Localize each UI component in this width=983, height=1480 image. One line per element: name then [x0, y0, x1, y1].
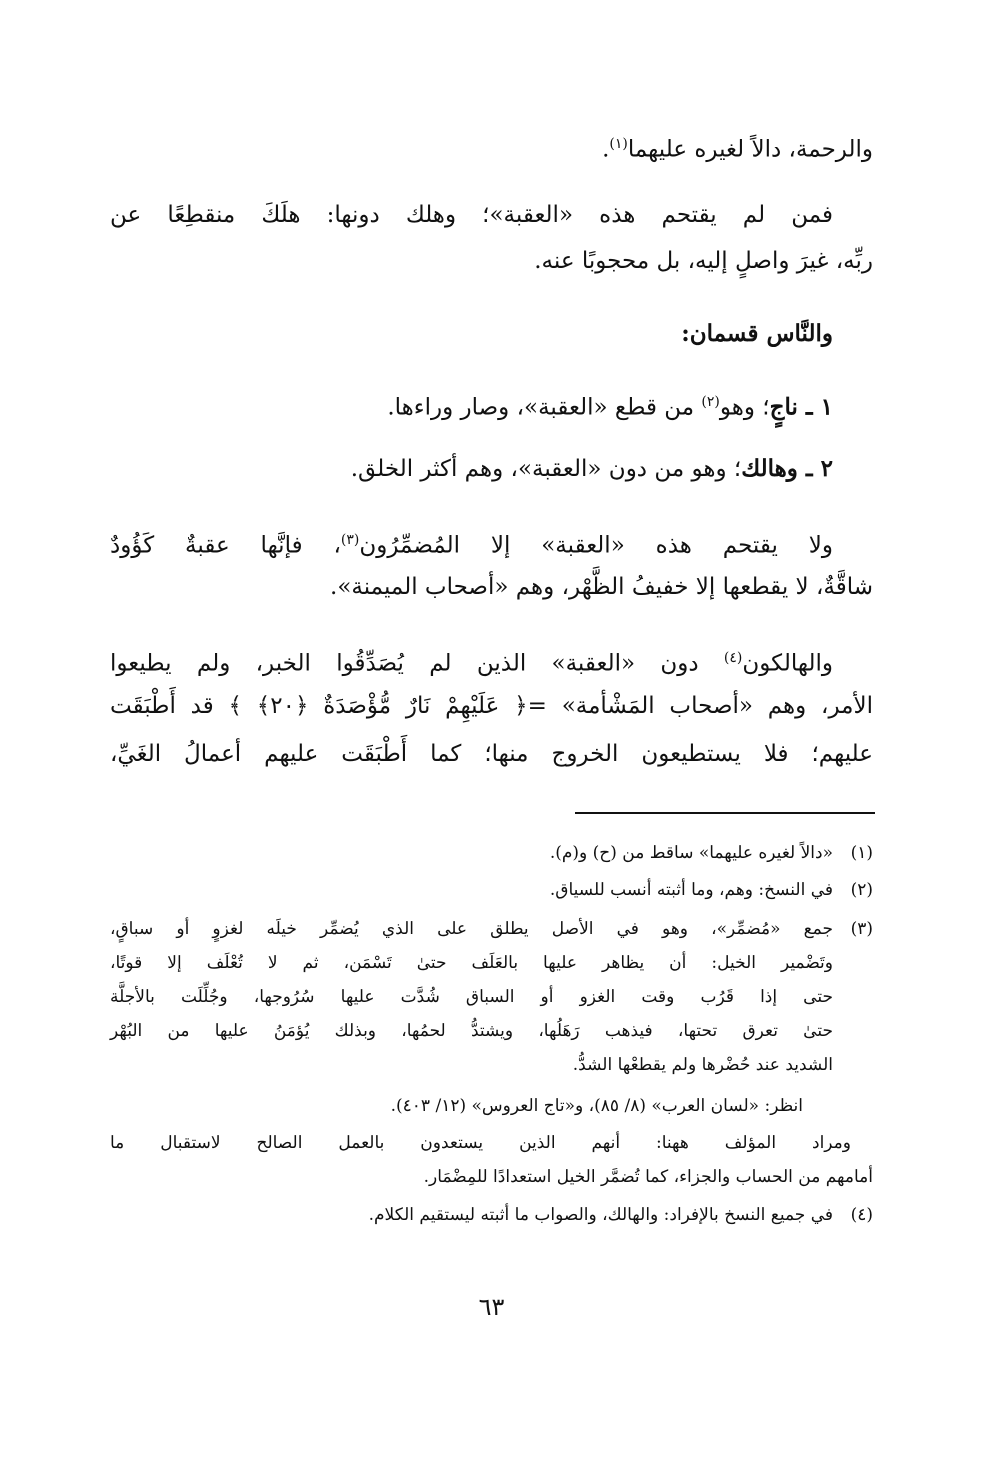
footnote-ref-4: (٤)	[723, 650, 743, 666]
paragraph-4-line-3: عليهم؛ فلا يستطيعون الخروج منها؛ كما أَطْبَقَت عليهم أعمالُ الغَيِّ،	[110, 741, 873, 767]
paragraph-2-line-1: فمن لم يقتحم هذه «العقبة»؛ وهلك دونها: هلَكَ منقطِعًا عن	[110, 202, 833, 228]
footnote-3-continuation-2: أمامهم من الحساب والجزاء، كما تُضمَّر الخيل استعدادًا للمِضْمَار.	[423, 1167, 873, 1187]
footnote-ref-3: (٣)	[340, 532, 360, 548]
footnote-3-line-2: وتَضْمير الخيل: أن يظاهر عليها بالعَلَف حتىٰ تَسْمَن، ثم لا تُعْلَف إلا قوتًا،	[110, 953, 833, 973]
footnote-1-text: «دالاً لغيره عليهما» ساقط من (ح) و(م).	[549, 843, 833, 863]
footnote-separator	[575, 812, 875, 814]
list-item-2: ٢ ـ وهالك؛ وهو من دون «العقبة»، وهم أكثر الخلق.	[350, 455, 833, 482]
paragraph-2-line-2: ربِّه، غيرَ واصلٍ إليه، بل محجوبًا عنه.	[534, 248, 873, 274]
footnote-ref-1: (١)	[609, 136, 628, 152]
footnote-2-number: (٢)	[850, 880, 873, 900]
footnote-3-reference: انظر: «لسان العرب» (٨/ ٨٥)، و«تاج العروس» (١٢/ ٤٠٣).	[390, 1096, 803, 1116]
body-line-1: والرحمة، دالاً لغيره عليهما$^{(١)}$.	[602, 136, 873, 163]
footnote-2-text: في النسخ: وهم، وما أثبته أنسب للسياق.	[549, 880, 833, 900]
paragraph-4-line-1: والهالكون$^{(٤)}$ دون «العقبة» الذين لم يُصَدِّقُوا الخبر، ولم يطيعوا	[110, 650, 833, 677]
footnote-3-line-3: حتى إذا قَرُب وقت الغزو أو السباق شُدَّت عليها سُرُوجها، وجُلِّلَت بالأجلَّة	[110, 987, 833, 1007]
page-number: ٦٣	[478, 1293, 505, 1321]
footnote-3-line-4: حتىٰ تعرق تحتها، فيذهب رَهَلُها، ويشتدُّ لحمُها، وبذلك يُؤمَنُ عليها من البُهْر	[110, 1021, 833, 1041]
paragraph-3-line-1: ولا يقتحم هذه «العقبة» إلا المُضمِّرُون$^{(٣)}$، فإنَّها عقبةٌ كَؤُودٌ	[110, 532, 833, 559]
footnote-1-number: (١)	[850, 843, 873, 863]
footnote-3-line-1: جمع «مُضمِّر»، وهو في الأصل يطلق على الذي يُضمِّر خيلَه لغزوٍ أو سباقٍ،	[110, 919, 833, 939]
footnote-4-text: في جميع النسخ بالإفراد: والهالك، والصواب ما أثبته ليستقيم الكلام.	[368, 1205, 833, 1225]
footnote-3-number: (٣)	[850, 919, 873, 939]
footnote-3-continuation-1: ومراد المؤلف ههنا: أنهم الذين يستعدون بالعمل الصالح لاستقبال ما	[110, 1133, 851, 1153]
footnote-3-line-5: الشديد عند حُضْرها ولم يقطعْها الشدُّ.	[572, 1055, 833, 1075]
footnote-4-number: (٤)	[850, 1205, 873, 1225]
paragraph-4-line-2: الأمر، وهم «أصحاب المَشْأمة» =﴿ عَلَيْهِمْ نَارٌ مُّؤْصَدَةٌ ﴿٢٠﴾ ﴾ قد أَطْبَقَت	[110, 693, 873, 719]
paragraph-3-line-2: شاقَّةٌ، لا يقطعها إلا خفيفُ الظَّهْر، وهم «أصحاب الميمنة».	[330, 574, 873, 600]
footnote-ref-2: (٢)	[701, 394, 720, 410]
list-item-1: ١ ـ ناجٍ؛ وهو$^{(٢)}$ من قطع «العقبة»، وصار وراءها.	[387, 393, 833, 421]
section-heading: والنَّاس قسمان:	[681, 320, 833, 347]
